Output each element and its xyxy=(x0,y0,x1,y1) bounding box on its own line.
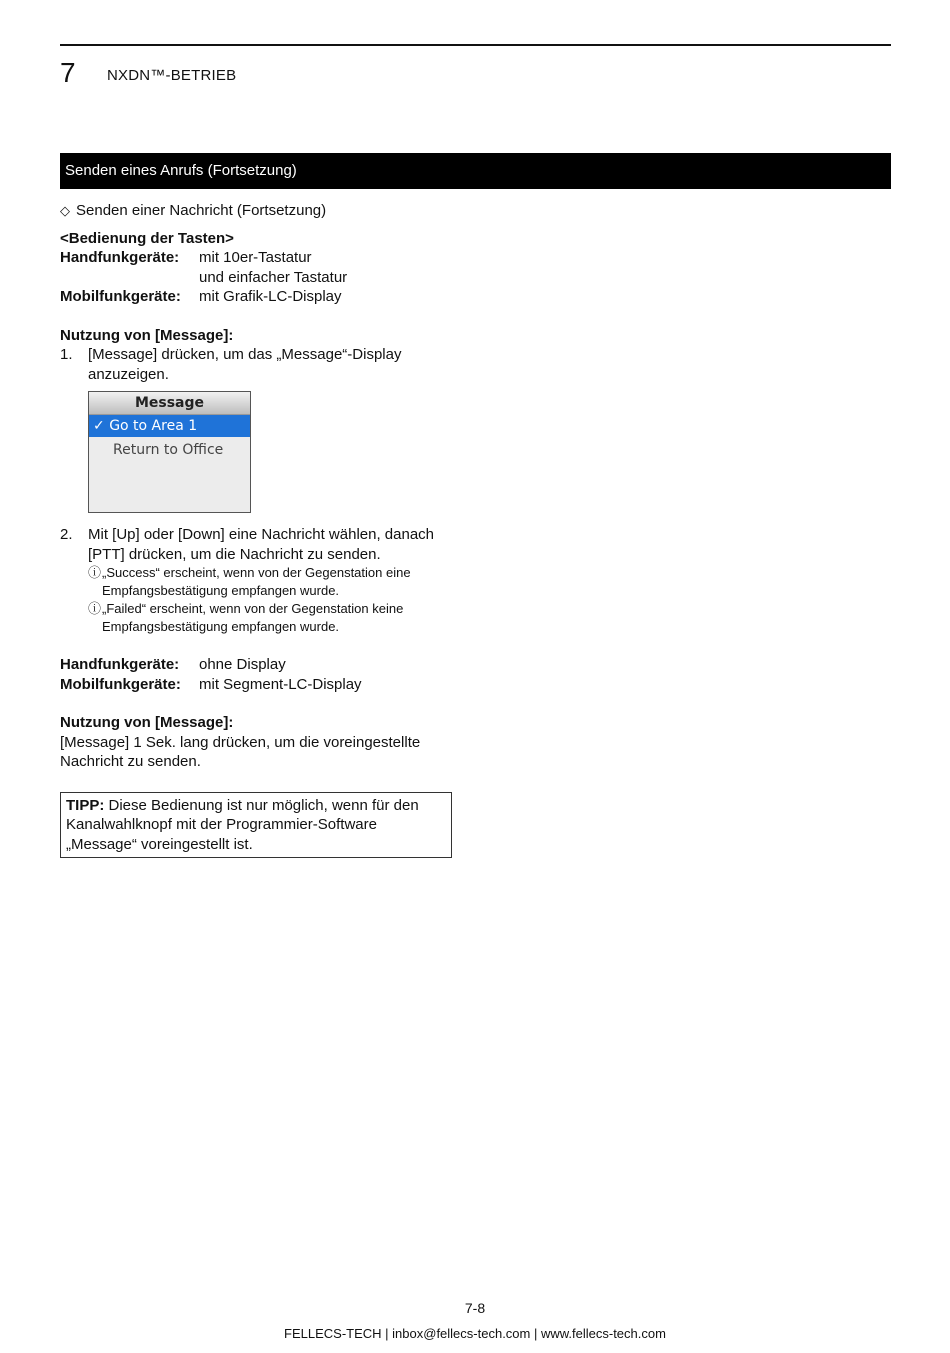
tip-box xyxy=(60,792,452,859)
tip-label: TIPP: xyxy=(66,796,105,814)
chapter-title: NXDN™-BETRIEB xyxy=(107,67,237,84)
lcd-title: Message xyxy=(89,392,250,415)
subsection-title: Senden einer Nachricht (Fortsetzung) xyxy=(76,202,327,219)
device-row xyxy=(60,248,460,268)
tip-text: Diese Bedienung ist nur möglich, wenn für den Kanalwahlknopf mit der Programmier-Software „Message“ voreingestellt ist. xyxy=(66,796,419,853)
device-value: mit Grafik-LC-Display xyxy=(199,288,342,305)
chapter-number: 7 xyxy=(60,57,76,88)
diamond-icon: ◇ xyxy=(60,203,70,218)
note-item xyxy=(60,600,460,636)
device-label xyxy=(60,268,199,288)
lcd-selected-item xyxy=(89,415,250,437)
top-rule xyxy=(60,44,891,46)
footer-text: FELLECS-TECH | inbox@fellecs-tech.com | www.fellecs-tech.com xyxy=(284,1326,666,1341)
device-row xyxy=(60,287,460,307)
info-icon: ⓘ xyxy=(88,601,102,616)
device-label: Handfunkgeräte: xyxy=(60,249,180,266)
device-value: mit Segment-LC-Display xyxy=(199,675,362,693)
check-icon: ✓ xyxy=(93,418,105,434)
usage-heading: Nutzung von [Message]: xyxy=(60,714,234,731)
device-value: und einfacher Tastatur xyxy=(199,268,348,286)
note-text: „Success“ erscheint, wenn von der Gegenstation eine Empfangsbestätigung empfangen wurde. xyxy=(102,565,411,598)
device-label: Handfunkgeräte: xyxy=(60,656,180,673)
subsection-heading xyxy=(60,201,460,221)
device-value: ohne Display xyxy=(199,656,286,673)
step-text: [Message] drücken, um das „Message“-Display anzuzeigen. xyxy=(88,346,402,383)
usage-heading: Nutzung von [Message]: xyxy=(60,326,234,344)
device-row xyxy=(60,675,460,695)
main-content xyxy=(60,201,460,858)
step-text: Mit [Up] oder [Down] eine Nachricht wählen, danach [PTT] drücken, um die Nachricht zu senden. xyxy=(88,526,435,563)
device-label: Mobilfunkgeräte: xyxy=(60,675,181,693)
usage-text: [Message] 1 Sek. lang drücken, um die voreingestellte Nachricht zu senden. xyxy=(60,733,421,770)
lcd-selected-label: Go to Area 1 xyxy=(109,418,198,434)
device-value: mit 10er-Tastatur xyxy=(199,249,312,266)
device-row xyxy=(60,268,460,288)
keys-heading: <Bedienung der Tasten> xyxy=(60,229,234,247)
info-icon: ⓘ xyxy=(88,565,102,580)
device-row xyxy=(60,655,460,675)
step-item xyxy=(60,345,460,384)
section-title-bar: Senden eines Anrufs (Fortsetzung) xyxy=(60,153,891,189)
device-label: Mobilfunkgeräte: xyxy=(60,288,181,305)
step-item xyxy=(60,525,460,564)
step-number: 1. xyxy=(60,346,73,363)
page-number: 7-8 xyxy=(464,1300,486,1316)
lcd-screenshot xyxy=(88,391,251,513)
step-number: 2. xyxy=(60,526,73,543)
note-item xyxy=(60,564,460,600)
lcd-list-item: Return to Office xyxy=(113,442,224,458)
note-text: „Failed“ erscheint, wenn von der Gegenstation keine Empfangsbestätigung empfangen wurde. xyxy=(102,601,404,634)
